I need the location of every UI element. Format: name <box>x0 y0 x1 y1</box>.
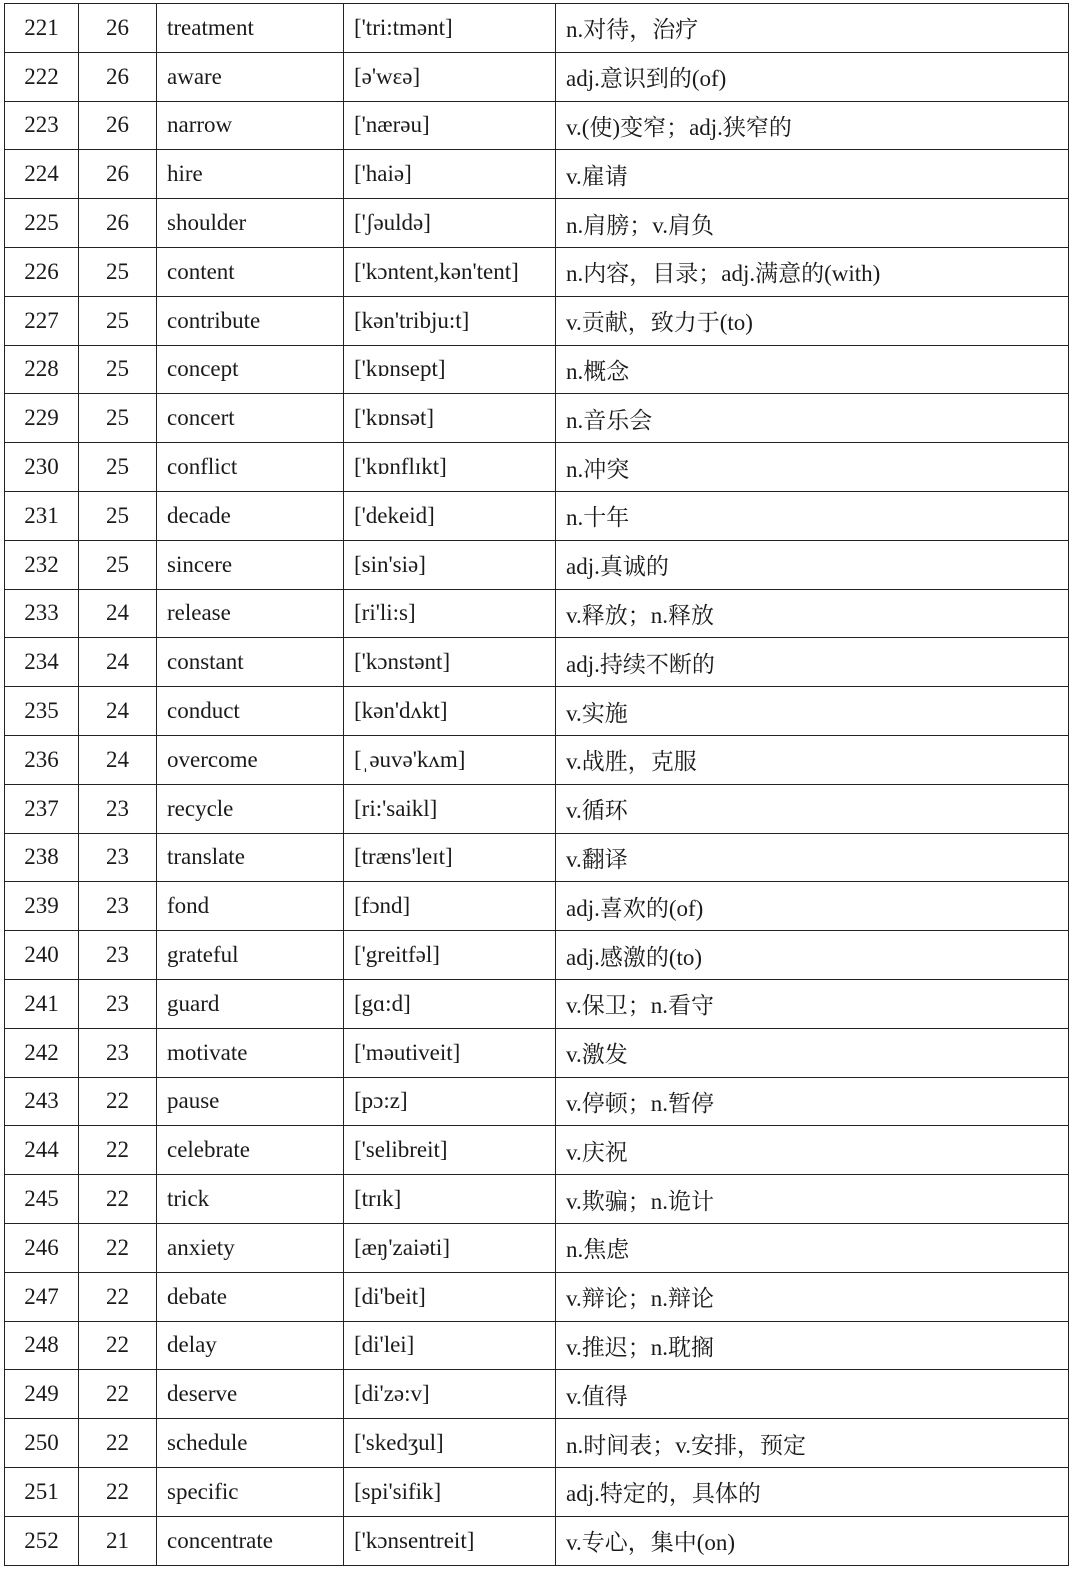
frequency-count: 22 <box>79 1467 157 1516</box>
row-number: 224 <box>5 150 79 199</box>
table-row <box>5 589 1069 638</box>
row-number: 249 <box>5 1370 79 1419</box>
frequency-count: 22 <box>79 1077 157 1126</box>
phonetic-transcription: ['kɒnsept] <box>344 345 556 394</box>
chinese-definition: n.对待，治疗 <box>556 4 1069 53</box>
phonetic-transcription: ['kɔnsentreit] <box>344 1516 556 1565</box>
chinese-definition: adj.持续不断的 <box>556 638 1069 687</box>
table-row <box>5 882 1069 931</box>
english-word: delay <box>157 1321 344 1370</box>
phonetic-transcription: ['dekeid] <box>344 491 556 540</box>
table-row <box>5 1175 1069 1224</box>
vocabulary-table-body <box>5 4 1069 1566</box>
frequency-count: 23 <box>79 784 157 833</box>
frequency-count: 22 <box>79 1126 157 1175</box>
english-word: trick <box>157 1175 344 1224</box>
row-number: 221 <box>5 4 79 53</box>
frequency-count: 25 <box>79 491 157 540</box>
chinese-definition: v.保卫；n.看守 <box>556 979 1069 1028</box>
english-word: constant <box>157 638 344 687</box>
table-row <box>5 931 1069 980</box>
row-number: 222 <box>5 52 79 101</box>
row-number: 236 <box>5 735 79 784</box>
phonetic-transcription: [ri'li:s] <box>344 589 556 638</box>
row-number: 237 <box>5 784 79 833</box>
table-row <box>5 784 1069 833</box>
english-word: conduct <box>157 687 344 736</box>
table-row <box>5 1467 1069 1516</box>
frequency-count: 22 <box>79 1223 157 1272</box>
row-number: 225 <box>5 199 79 248</box>
frequency-count: 21 <box>79 1516 157 1565</box>
table-row <box>5 150 1069 199</box>
table-row <box>5 247 1069 296</box>
row-number: 234 <box>5 638 79 687</box>
table-row <box>5 1516 1069 1565</box>
english-word: content <box>157 247 344 296</box>
chinese-definition: v.循环 <box>556 784 1069 833</box>
table-row <box>5 296 1069 345</box>
english-word: anxiety <box>157 1223 344 1272</box>
frequency-count: 23 <box>79 1028 157 1077</box>
chinese-definition: v.欺骗；n.诡计 <box>556 1175 1069 1224</box>
frequency-count: 22 <box>79 1419 157 1468</box>
row-number: 250 <box>5 1419 79 1468</box>
chinese-definition: n.十年 <box>556 491 1069 540</box>
english-word: deserve <box>157 1370 344 1419</box>
table-row <box>5 687 1069 736</box>
chinese-definition: v.值得 <box>556 1370 1069 1419</box>
frequency-count: 24 <box>79 735 157 784</box>
frequency-count: 25 <box>79 443 157 492</box>
english-word: release <box>157 589 344 638</box>
frequency-count: 22 <box>79 1321 157 1370</box>
phonetic-transcription: [kən'dʌkt] <box>344 687 556 736</box>
frequency-count: 23 <box>79 882 157 931</box>
english-word: overcome <box>157 735 344 784</box>
chinese-definition: n.冲突 <box>556 443 1069 492</box>
chinese-definition: v.战胜，克服 <box>556 735 1069 784</box>
chinese-definition: v.释放；n.释放 <box>556 589 1069 638</box>
chinese-definition: v.实施 <box>556 687 1069 736</box>
english-word: translate <box>157 833 344 882</box>
chinese-definition: adj.意识到的(of) <box>556 52 1069 101</box>
english-word: aware <box>157 52 344 101</box>
english-word: motivate <box>157 1028 344 1077</box>
row-number: 223 <box>5 101 79 150</box>
table-row <box>5 1028 1069 1077</box>
english-word: fond <box>157 882 344 931</box>
frequency-count: 23 <box>79 931 157 980</box>
phonetic-transcription: [di'zə:v] <box>344 1370 556 1419</box>
frequency-count: 25 <box>79 345 157 394</box>
table-row <box>5 101 1069 150</box>
row-number: 246 <box>5 1223 79 1272</box>
row-number: 242 <box>5 1028 79 1077</box>
frequency-count: 25 <box>79 394 157 443</box>
table-row <box>5 394 1069 443</box>
table-row <box>5 1272 1069 1321</box>
chinese-definition: v.雇请 <box>556 150 1069 199</box>
table-row <box>5 979 1069 1028</box>
table-row <box>5 491 1069 540</box>
phonetic-transcription: ['selibreit] <box>344 1126 556 1175</box>
english-word: recycle <box>157 784 344 833</box>
phonetic-transcription: [trɪk] <box>344 1175 556 1224</box>
english-word: schedule <box>157 1419 344 1468</box>
phonetic-transcription: ['haiə] <box>344 150 556 199</box>
frequency-count: 25 <box>79 296 157 345</box>
chinese-definition: n.肩膀；v.肩负 <box>556 199 1069 248</box>
table-row <box>5 1370 1069 1419</box>
chinese-definition: v.停顿；n.暂停 <box>556 1077 1069 1126</box>
frequency-count: 24 <box>79 638 157 687</box>
chinese-definition: v.激发 <box>556 1028 1069 1077</box>
frequency-count: 22 <box>79 1370 157 1419</box>
english-word: specific <box>157 1467 344 1516</box>
phonetic-transcription: [fɔnd] <box>344 882 556 931</box>
english-word: grateful <box>157 931 344 980</box>
english-word: debate <box>157 1272 344 1321</box>
frequency-count: 25 <box>79 247 157 296</box>
row-number: 243 <box>5 1077 79 1126</box>
row-number: 230 <box>5 443 79 492</box>
frequency-count: 26 <box>79 4 157 53</box>
chinese-definition: adj.特定的，具体的 <box>556 1467 1069 1516</box>
chinese-definition: v.推迟；n.耽搁 <box>556 1321 1069 1370</box>
table-row <box>5 638 1069 687</box>
english-word: decade <box>157 491 344 540</box>
phonetic-transcription: [pɔ:z] <box>344 1077 556 1126</box>
phonetic-transcription: ['məutiveit] <box>344 1028 556 1077</box>
row-number: 245 <box>5 1175 79 1224</box>
chinese-definition: v.专心，集中(on) <box>556 1516 1069 1565</box>
phonetic-transcription: ['skedʒul] <box>344 1419 556 1468</box>
chinese-definition: n.概念 <box>556 345 1069 394</box>
row-number: 227 <box>5 296 79 345</box>
phonetic-transcription: [sin'siə] <box>344 540 556 589</box>
phonetic-transcription: [gɑ:d] <box>344 979 556 1028</box>
phonetic-transcription: ['greitfəl] <box>344 931 556 980</box>
phonetic-transcription: ['kɔntent,kən'tent] <box>344 247 556 296</box>
row-number: 238 <box>5 833 79 882</box>
row-number: 226 <box>5 247 79 296</box>
chinese-definition: adj.感激的(to) <box>556 931 1069 980</box>
table-row <box>5 540 1069 589</box>
phonetic-transcription: ['tri:tmənt] <box>344 4 556 53</box>
frequency-count: 24 <box>79 589 157 638</box>
row-number: 241 <box>5 979 79 1028</box>
phonetic-transcription: [ˌəuvə'kʌm] <box>344 735 556 784</box>
row-number: 244 <box>5 1126 79 1175</box>
english-word: concept <box>157 345 344 394</box>
row-number: 240 <box>5 931 79 980</box>
phonetic-transcription: ['nærəu] <box>344 101 556 150</box>
english-word: concert <box>157 394 344 443</box>
row-number: 247 <box>5 1272 79 1321</box>
table-row <box>5 4 1069 53</box>
english-word: celebrate <box>157 1126 344 1175</box>
table-row <box>5 1419 1069 1468</box>
frequency-count: 24 <box>79 687 157 736</box>
english-word: pause <box>157 1077 344 1126</box>
english-word: narrow <box>157 101 344 150</box>
chinese-definition: v.庆祝 <box>556 1126 1069 1175</box>
chinese-definition: n.音乐会 <box>556 394 1069 443</box>
phonetic-transcription: [di'beit] <box>344 1272 556 1321</box>
chinese-definition: adj.喜欢的(of) <box>556 882 1069 931</box>
table-row <box>5 1223 1069 1272</box>
vocabulary-table <box>4 3 1069 1566</box>
row-number: 239 <box>5 882 79 931</box>
table-row <box>5 735 1069 784</box>
table-row <box>5 199 1069 248</box>
frequency-count: 23 <box>79 833 157 882</box>
chinese-definition: n.时间表；v.安排，预定 <box>556 1419 1069 1468</box>
table-row <box>5 833 1069 882</box>
phonetic-transcription: [spi'sifik] <box>344 1467 556 1516</box>
phonetic-transcription: [kən'tribju:t] <box>344 296 556 345</box>
row-number: 229 <box>5 394 79 443</box>
english-word: guard <box>157 979 344 1028</box>
frequency-count: 25 <box>79 540 157 589</box>
phonetic-transcription: ['kɒnsət] <box>344 394 556 443</box>
frequency-count: 22 <box>79 1272 157 1321</box>
table-row <box>5 345 1069 394</box>
phonetic-transcription: [ə'wεə] <box>344 52 556 101</box>
table-row <box>5 443 1069 492</box>
frequency-count: 22 <box>79 1175 157 1224</box>
table-row <box>5 52 1069 101</box>
row-number: 235 <box>5 687 79 736</box>
phonetic-transcription: [træns'leɪt] <box>344 833 556 882</box>
row-number: 232 <box>5 540 79 589</box>
chinese-definition: n.内容，目录；adj.满意的(with) <box>556 247 1069 296</box>
chinese-definition: v.(使)变窄；adj.狭窄的 <box>556 101 1069 150</box>
english-word: contribute <box>157 296 344 345</box>
chinese-definition: n.焦虑 <box>556 1223 1069 1272</box>
phonetic-transcription: [æŋ'zaiəti] <box>344 1223 556 1272</box>
phonetic-transcription: ['kɒnflɪkt] <box>344 443 556 492</box>
phonetic-transcription: ['kɔnstənt] <box>344 638 556 687</box>
frequency-count: 23 <box>79 979 157 1028</box>
phonetic-transcription: ['ʃəuldə] <box>344 199 556 248</box>
table-row <box>5 1077 1069 1126</box>
table-row <box>5 1321 1069 1370</box>
english-word: concentrate <box>157 1516 344 1565</box>
frequency-count: 26 <box>79 199 157 248</box>
chinese-definition: adj.真诚的 <box>556 540 1069 589</box>
phonetic-transcription: [di'lei] <box>344 1321 556 1370</box>
chinese-definition: v.辩论；n.辩论 <box>556 1272 1069 1321</box>
english-word: conflict <box>157 443 344 492</box>
row-number: 252 <box>5 1516 79 1565</box>
table-row <box>5 1126 1069 1175</box>
phonetic-transcription: [ri:'saikl] <box>344 784 556 833</box>
row-number: 248 <box>5 1321 79 1370</box>
english-word: hire <box>157 150 344 199</box>
row-number: 251 <box>5 1467 79 1516</box>
row-number: 233 <box>5 589 79 638</box>
row-number: 228 <box>5 345 79 394</box>
english-word: treatment <box>157 4 344 53</box>
chinese-definition: v.贡献，致力于(to) <box>556 296 1069 345</box>
chinese-definition: v.翻译 <box>556 833 1069 882</box>
frequency-count: 26 <box>79 150 157 199</box>
frequency-count: 26 <box>79 101 157 150</box>
frequency-count: 26 <box>79 52 157 101</box>
row-number: 231 <box>5 491 79 540</box>
english-word: sincere <box>157 540 344 589</box>
english-word: shoulder <box>157 199 344 248</box>
